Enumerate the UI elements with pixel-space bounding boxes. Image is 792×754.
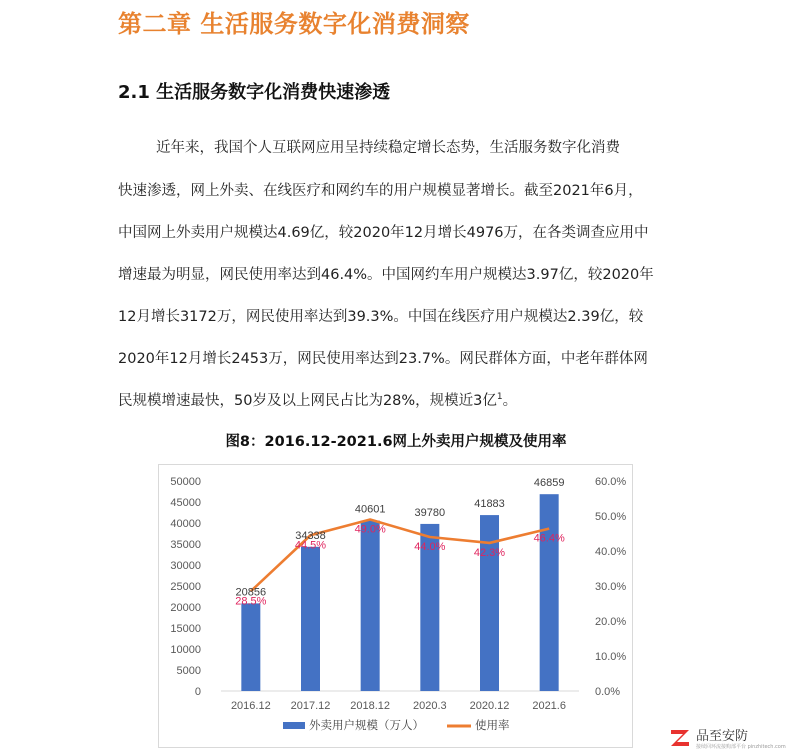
chapter-title: 第二章 生活服务数字化消费洞察 [118,10,470,38]
chart [159,465,634,749]
y-left-tick-label: 15000 [170,623,201,635]
y-right-tick-label: 40.0% [595,546,627,558]
bar-value-label: 34338 [295,529,326,542]
x-tick-label: 2021.6 [532,700,566,712]
line-value-label: 28.5% [235,595,267,608]
paragraph-line: 12月增长3172万，网民使用率达到39.3%。中国在线医疗用户规模达2.39亿，较 [118,309,644,325]
paragraph-end: 。 [502,393,518,409]
paragraph-line: 2020年12月增长2453万，网民使用率达到23.7%。网民群体方面，中老年群体网 [118,351,648,367]
line-value-label: 44.5% [294,539,327,552]
figure-caption: 图8：2016.12-2021.6网上外卖用户规模及使用率 [225,434,567,450]
legend-bar-label: 外卖用户规模（万人） [309,720,424,732]
logo-icon [668,726,692,750]
legend-line-label: 使用率 [475,720,510,732]
bar-value-label: 41883 [474,498,505,511]
legend-bar-swatch [283,722,305,729]
y-right-tick-label: 60.0% [595,476,627,488]
y-left-tick-label: 30000 [170,560,201,572]
watermark-subtitle: 接续回环流接购部平台 pinzhitech.com [696,744,786,750]
x-tick-label: 2017.12 [290,700,331,712]
x-tick-label: 2018.12 [350,700,391,712]
chart-frame [158,464,633,748]
y-left-tick-label: 45000 [170,497,201,509]
y-right-tick-label: 50.0% [595,511,627,523]
y-right-tick-label: 0.0% [595,686,621,698]
watermark-name: 品至安防 [696,729,749,744]
footnote-ref[interactable]: 1 [496,392,503,403]
y-left-tick-label: 35000 [170,539,201,551]
y-left-tick-label: 25000 [170,581,201,593]
bar [540,494,559,691]
line-value-label: 42.3% [473,546,506,559]
paragraph-line: 中国网上外卖用户规模达4.69亿，较2020年12月增长4976万，在各类调查应用中 [118,225,649,241]
y-left-tick-label: 0 [194,686,201,698]
line-value-label: 49.0% [354,523,386,536]
line-value-label: 44.0% [414,541,446,553]
bar [301,547,320,691]
bar-value-label: 46859 [533,477,565,490]
watermark [668,724,788,752]
y-right-tick-label: 20.0% [595,616,627,628]
paragraph-text: 民规模增速最快，50岁及以上网民占比为28%，规模近3亿 [118,393,497,409]
paragraph-line: 近年来，我国个人互联网应用呈持续稳定增长态势，生活服务数字化消费 [156,140,620,156]
y-right-tick-label: 10.0% [595,651,627,663]
y-left-tick-label: 50000 [170,476,201,488]
y-left-tick-label: 10000 [170,644,201,656]
bar [241,603,260,691]
paragraph-line: 增速最为明显，网民使用率达到46.4%。中国网约车用户规模达3.97亿，较2020年 [118,267,654,283]
bar-value-label: 40601 [354,503,386,516]
bar [361,520,380,691]
bar-value-label: 39780 [414,506,446,519]
bar-value-label: 20856 [235,586,267,599]
paragraph-line: 快速渗透，网上外卖、在线医疗和网约车的用户规模显著增长。截至2021年6月， [118,183,643,199]
section-title: 2.1 生活服务数字化消费快速渗透 [118,82,391,103]
x-tick-label: 2020.12 [469,700,510,712]
y-left-tick-label: 40000 [170,518,201,530]
x-tick-label: 2020.3 [413,700,447,712]
y-right-tick-label: 30.0% [595,581,627,593]
x-tick-label: 2016.12 [230,700,271,712]
y-left-tick-label: 5000 [176,665,201,677]
paragraph-line-last [118,389,517,410]
y-left-tick-label: 20000 [170,602,201,614]
line-value-label: 46.4% [533,532,565,545]
